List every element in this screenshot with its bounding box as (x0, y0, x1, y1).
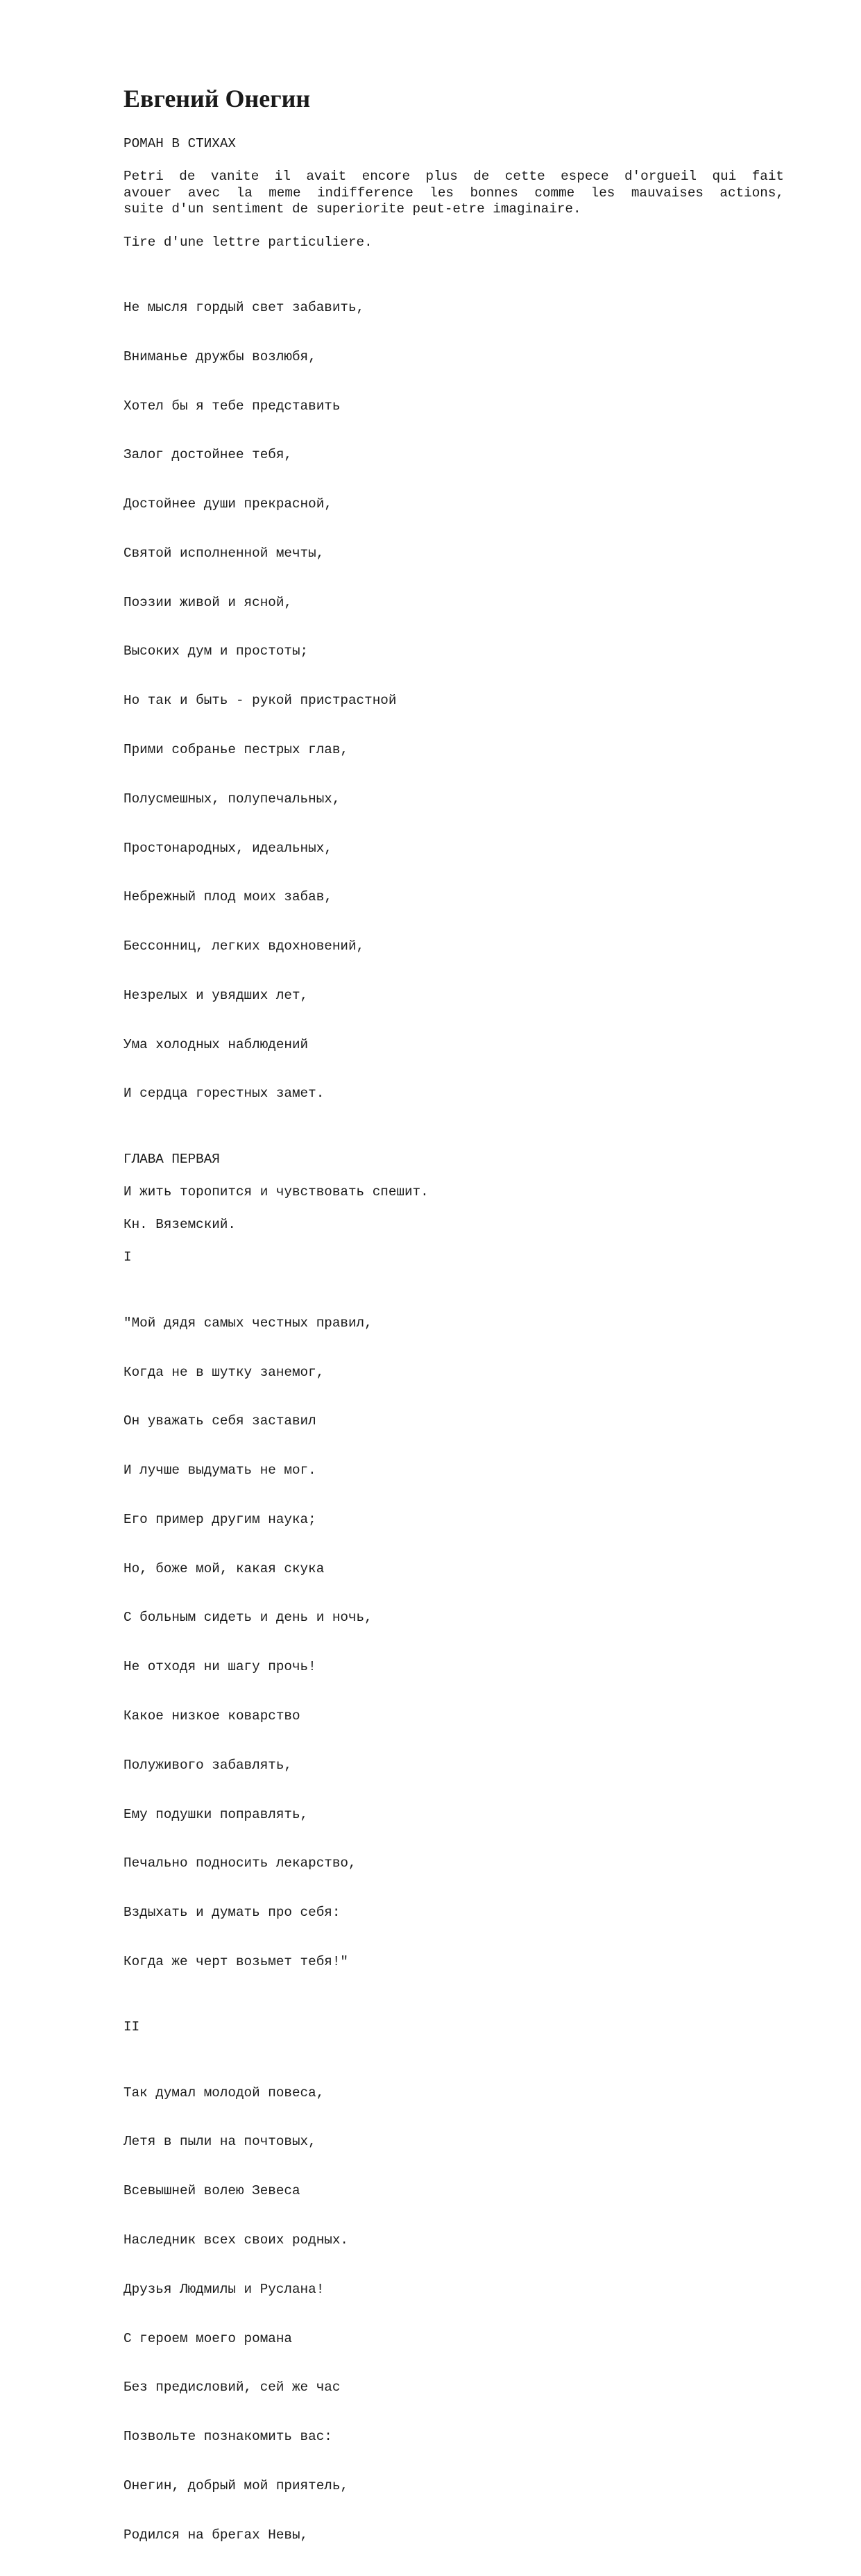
verse-line: Какое низкое коварство (123, 1708, 300, 1724)
verse-line: Вниманье дружбы возлюбя, (123, 348, 316, 364)
verse-line: Не отходя ни шагу прочь! (123, 1659, 316, 1675)
verse-line: С героем моего романа (123, 2330, 292, 2346)
verse-line: Прими собранье пестрых глав, (123, 741, 348, 757)
stanza-1 (123, 1283, 817, 2003)
stanza-number: I (123, 1249, 132, 1265)
verse-line: Печально подносить лекарство, (123, 1855, 357, 1871)
epigraph (123, 169, 784, 218)
verse-line: Не мысля гордый свет забавить, (123, 299, 365, 315)
verse-line: Залог достойнее тебя, (123, 447, 292, 463)
verse-line: Так думал молодой повеса, (123, 2085, 325, 2101)
verse-line: Небрежный плод моих забав, (123, 889, 332, 905)
epigraph-line: suite d'un sentiment de superiorite peut-etre imaginaire. (123, 201, 581, 217)
verse-line: Простонародных, идеальных, (123, 840, 332, 856)
verse-line: Онегин, добрый мой приятель, (123, 2477, 348, 2493)
verse-line: Когда же черт возьмет тебя!" (123, 1953, 348, 1969)
verse-line: Летя в пыли на почтовых, (123, 2134, 316, 2150)
verse-line: Незрелых и увядших лет, (123, 987, 309, 1003)
verse-line: Ума холодных наблюдений (123, 1036, 309, 1052)
verse-line: Полуживого забавлять, (123, 1757, 292, 1773)
verse-line: Поэзии живой и ясной, (123, 594, 292, 610)
verse-line: Вздыхать и думать про себя: (123, 1905, 341, 1921)
verse-line: С больным сидеть и день и ночь, (123, 1610, 373, 1626)
verse-line: Родился на брегах Невы, (123, 2527, 309, 2543)
verse-line: Позвольте познакомить вас: (123, 2429, 332, 2445)
stanza-number: II (123, 2019, 140, 2035)
chapter-epigraph-author: Кн. Вяземский. (123, 1217, 236, 1233)
subtitle: РОМАН В СТИХАХ (123, 136, 236, 151)
verse-line: Бессонниц, легких вдохновений, (123, 938, 365, 954)
verse-line: Достойнее души прекрасной, (123, 496, 332, 512)
verse-line: "Мой дядя самых честных правил, (123, 1315, 373, 1331)
verse-line: Высоких дум и простоты; (123, 643, 309, 659)
verse-line: Без предисловий, сей же час (123, 2380, 341, 2396)
verse-line: Святой исполненной мечты, (123, 545, 325, 561)
chapter-epigraph: И жить торопится и чувствовать спешит. (123, 1184, 429, 1199)
verse-line: Хотел бы я тебе представить (123, 398, 341, 414)
verse-line: Полусмешных, полупечальных, (123, 791, 341, 807)
stanza-2 (123, 2052, 817, 2576)
verse-line: Когда не в шутку занемог, (123, 1364, 325, 1380)
verse-line: Ему подушки поправлять, (123, 1806, 309, 1822)
chapter-title: ГЛАВА ПЕРВАЯ (123, 1151, 220, 1167)
verse-line: И сердца горестных замет. (123, 1086, 325, 1102)
page-title: Евгений Онегин (123, 85, 311, 112)
epigraph-source: Tire d'une lettre particuliere. (123, 234, 373, 250)
dedication (123, 267, 817, 1135)
verse-line: Друзья Людмилы и Руслана! (123, 2281, 325, 2297)
verse-line: Всевышней волею Зевеса (123, 2183, 300, 2199)
document-body (123, 76, 817, 2576)
verse-line: Наследник всех своих родных. (123, 2232, 348, 2248)
verse-line: Его пример другим наука; (123, 1511, 316, 1527)
verse-line: И лучше выдумать не мог. (123, 1463, 316, 1479)
verse-line: Он уважать себя заставил (123, 1413, 316, 1429)
epigraph-line: avouer avec la meme indifference les bonnes comme les mauvaises actions, (123, 185, 784, 201)
epigraph-line: Petri de vanite il avait encore plus de cette espece d'orgueil qui fait (123, 169, 784, 185)
verse-line: Но, боже мой, какая скука (123, 1560, 325, 1576)
verse-line: Но так и быть - рукой пристрастной (123, 693, 397, 709)
